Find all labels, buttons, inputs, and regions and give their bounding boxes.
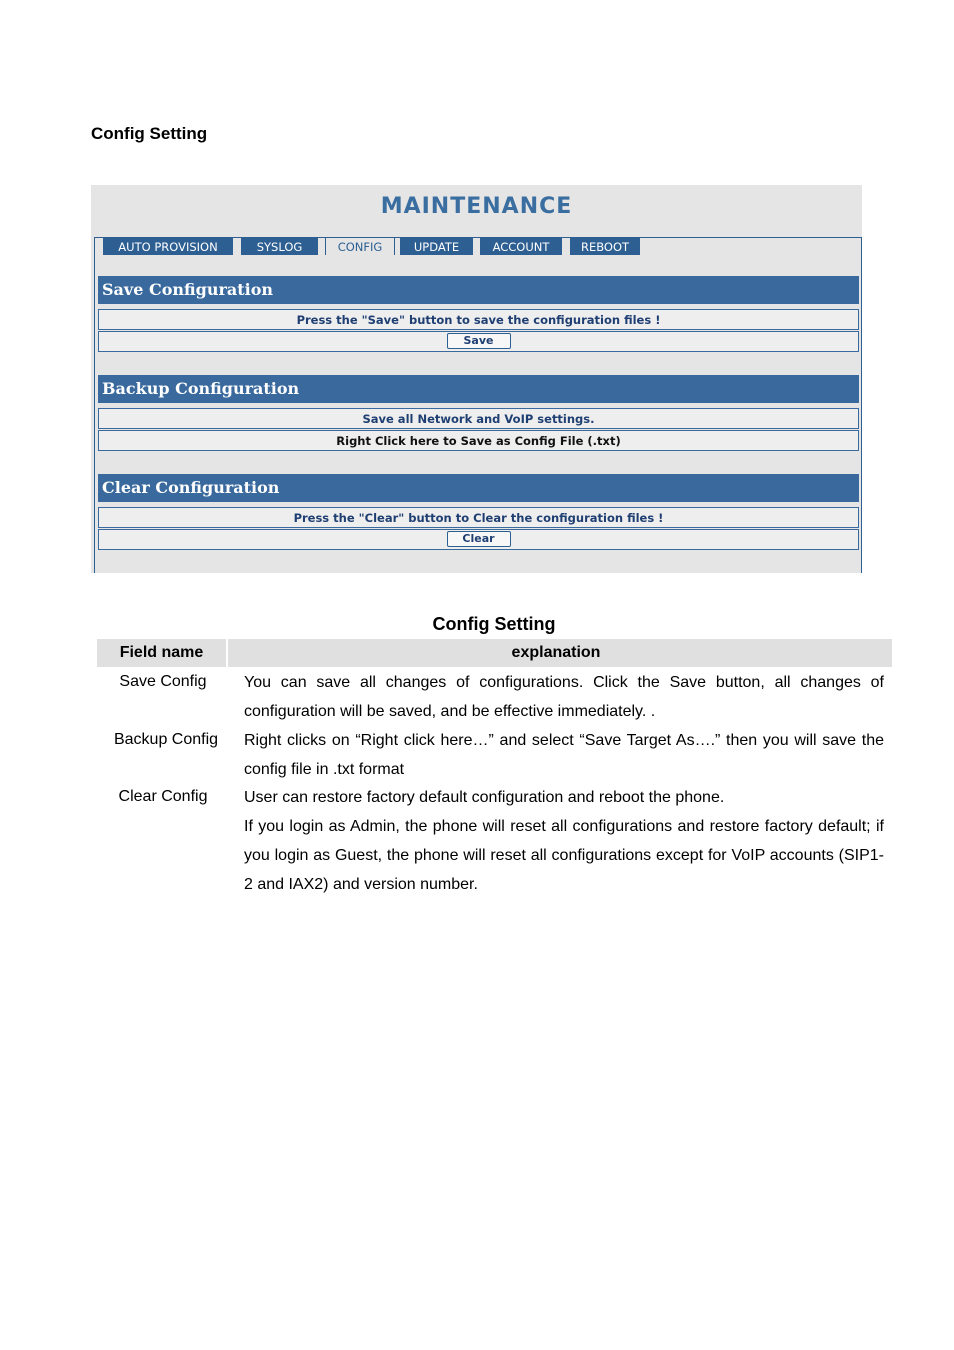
tab-syslog[interactable]: SYSLOG (241, 238, 318, 256)
clear-config-text: Press the "Clear" button to Clear the configuration files ! (98, 507, 859, 528)
save-config-header: Save Configuration (98, 276, 859, 304)
backup-config-text: Save all Network and VoIP settings. (98, 408, 859, 429)
clear-button-row (98, 529, 859, 550)
save-button-row (98, 331, 859, 352)
backup-config-link[interactable]: Right Click here to Save as Config File (.txt) (98, 430, 859, 451)
field-clear-config: Clear Config (118, 788, 208, 805)
page-heading: Config Setting (91, 124, 208, 143)
tab-update[interactable]: UPDATE (400, 238, 473, 256)
clear-config-header: Clear Configuration (98, 474, 859, 502)
tab-account[interactable]: ACCOUNT (480, 238, 562, 256)
save-config-text: Press the "Save" button to save the configuration files ! (98, 309, 859, 330)
maintenance-panel (91, 185, 862, 573)
explanation-save-config: You can save all changes of configurations. Click the Save button, all changes of configuration will be saved, and be effective immediately. . (244, 674, 884, 720)
save-button[interactable]: Save (447, 333, 511, 349)
explanation-clear-config-1: User can restore factory default configuration and reboot the phone. (244, 789, 725, 806)
tab-bar (94, 237, 862, 256)
header-cell-end (884, 639, 892, 667)
tab-reboot[interactable]: REBOOT (570, 238, 640, 256)
config-frame (94, 255, 862, 573)
field-save-config: Save Config (119, 673, 207, 690)
tab-config[interactable]: CONFIG (325, 237, 395, 256)
explanation-backup-config: Right clicks on “Right click here…” and select “Save Target As….” then you will save the config file in .txt format (244, 732, 884, 778)
field-backup-config: Backup Config (113, 731, 219, 748)
backup-config-header: Backup Configuration (98, 375, 859, 403)
header-field-name: Field name (97, 639, 226, 667)
tab-auto-provision[interactable]: AUTO PROVISION (103, 238, 233, 256)
table-caption: Config Setting (432, 614, 556, 634)
clear-button[interactable]: Clear (447, 531, 511, 547)
explanation-clear-config-2: If you login as Admin, the phone will reset all configurations and restore factory default; if you login as Guest, the phone will reset all configurations except for VoIP accounts (SIP1-2 and IAX2) and version number. (244, 818, 884, 893)
panel-title: MAINTENANCE (380, 194, 573, 219)
header-explanation: explanation (228, 639, 884, 667)
